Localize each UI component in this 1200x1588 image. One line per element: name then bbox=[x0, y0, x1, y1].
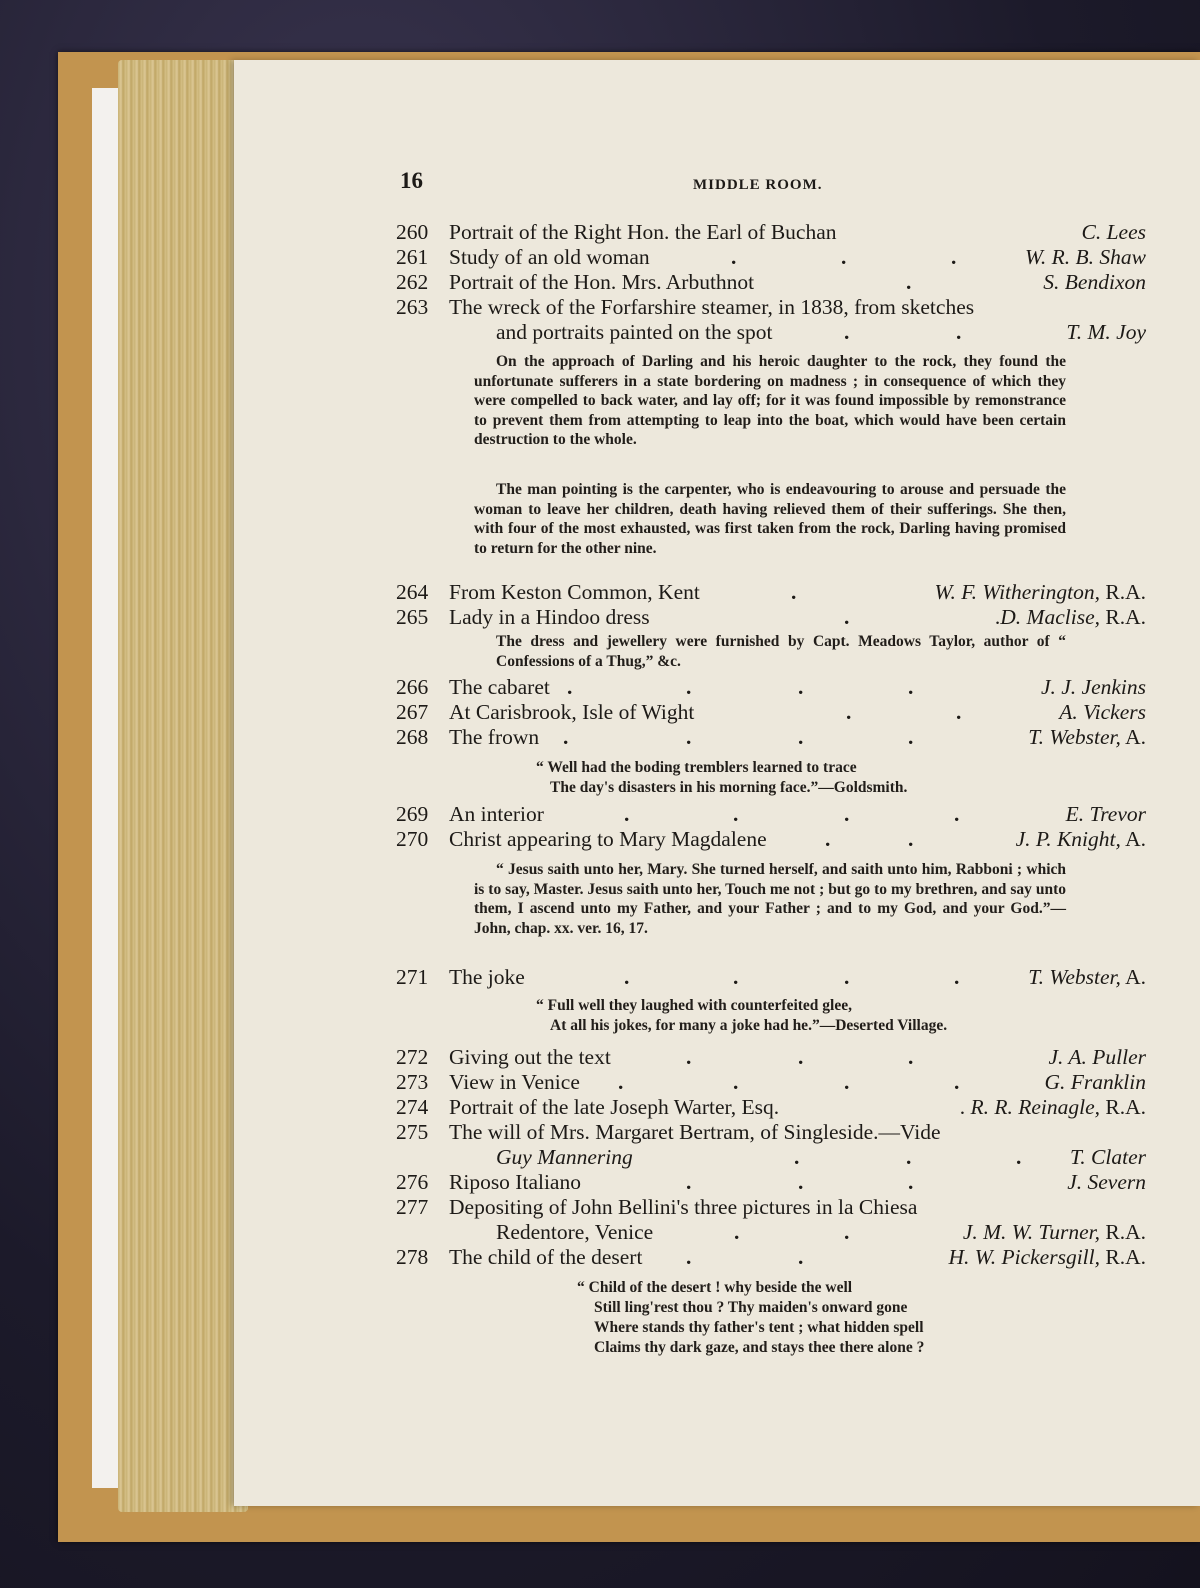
verse-quote: “ Well had the boding tremblers learned to trace The day's disasters in his morning face.”—Goldsmith. bbox=[536, 759, 908, 796]
leader-dot: . bbox=[798, 1170, 804, 1194]
entry-title: Portrait of the Right Hon. the Earl of Buchan bbox=[449, 220, 837, 244]
entry-artist: J. Severn bbox=[1067, 1170, 1146, 1194]
catalogue-entry-continued bbox=[396, 1220, 1146, 1245]
catalogue-entry bbox=[396, 580, 1146, 605]
leader-dot: . bbox=[798, 1245, 804, 1269]
verse-quote: “ Child of the desert ! why beside the well Still ling'rest thou ? Thy maiden's onward gone Where stands thy father's tent ; what hidden spell Claims thy dark gaze, and stays thee there alone ? bbox=[577, 1279, 925, 1356]
entry-artist: T. Clater bbox=[1069, 1145, 1146, 1169]
catalogue-entry bbox=[396, 675, 1146, 700]
entry-number: 277 bbox=[396, 1195, 429, 1219]
entry-number: 276 bbox=[396, 1170, 429, 1194]
leader-dot: . bbox=[844, 802, 850, 826]
entry-title: An interior bbox=[449, 802, 544, 826]
entry-artist: E. Trevor bbox=[1065, 802, 1146, 826]
verse-quote: “ Full well they laughed with counterfeited glee, At all his jokes, for many a joke had he.”—Deserted Village. bbox=[536, 997, 948, 1034]
entry-title: View in Venice bbox=[449, 1070, 580, 1094]
entry-title: Study of an old woman bbox=[449, 245, 650, 269]
catalogue-entry bbox=[396, 1095, 1146, 1120]
leader-dot: . bbox=[686, 725, 692, 749]
entry-number: 269 bbox=[396, 802, 429, 826]
leader-dot: . bbox=[618, 1070, 624, 1094]
entry-artist: J. J. Jenkins bbox=[1040, 675, 1146, 699]
leader-dot: . bbox=[908, 675, 914, 699]
leader-dot: . bbox=[908, 725, 914, 749]
catalogue-entry-continued bbox=[396, 320, 1146, 345]
entry-number: 266 bbox=[396, 675, 429, 699]
entry-title-continued: Guy Mannering bbox=[496, 1145, 633, 1169]
leader-dot: . bbox=[798, 1045, 804, 1069]
entry-artist: .D. Maclise, R.A. bbox=[994, 605, 1146, 629]
entry-artist: T. Webster, A. bbox=[1028, 965, 1146, 989]
entry-artist: C. Lees bbox=[1081, 220, 1146, 244]
leader-dot: . bbox=[844, 320, 850, 344]
page-edges bbox=[118, 60, 248, 1512]
leader-dot: . bbox=[956, 700, 962, 724]
leader-dot: . bbox=[686, 1045, 692, 1069]
leader-dot: . bbox=[844, 1070, 850, 1094]
leader-dot: . bbox=[906, 1145, 912, 1169]
catalogue-entry bbox=[396, 220, 1146, 245]
catalogue-entry bbox=[396, 1170, 1146, 1195]
entry-number: 263 bbox=[396, 295, 429, 319]
entry-title: The will of Mrs. Margaret Bertram, of Singleside.—Vide bbox=[449, 1120, 941, 1144]
entry-number: 274 bbox=[396, 1095, 429, 1119]
entry-number: 264 bbox=[396, 580, 429, 604]
leader-dot: . bbox=[798, 675, 804, 699]
leader-dot: . bbox=[906, 270, 912, 294]
entry-title: Riposo Italiano bbox=[449, 1170, 581, 1194]
leader-dot: . bbox=[794, 1145, 800, 1169]
entry-artist: . R. R. Reinagle, R.A. bbox=[959, 1095, 1146, 1119]
entry-number: 272 bbox=[396, 1045, 429, 1069]
entry-title: Giving out the text bbox=[449, 1045, 611, 1069]
entry-artist: A. Vickers bbox=[1059, 700, 1146, 724]
catalogue-entry bbox=[396, 270, 1146, 295]
entry-title: The joke bbox=[449, 965, 525, 989]
leader-dot: . bbox=[733, 965, 739, 989]
leader-dot: . bbox=[844, 605, 850, 629]
entry-artist: J. M. W. Turner, R.A. bbox=[962, 1220, 1146, 1244]
entry-title: Portrait of the Hon. Mrs. Arbuthnot bbox=[449, 270, 755, 294]
entry-number: 275 bbox=[396, 1120, 429, 1144]
leader-dot: . bbox=[908, 827, 914, 851]
entry-number: 271 bbox=[396, 965, 429, 989]
leader-dot: . bbox=[956, 320, 962, 344]
entry-artist: T. Webster, A. bbox=[1028, 725, 1146, 749]
leader-dot: . bbox=[563, 725, 569, 749]
leader-dot: . bbox=[798, 725, 804, 749]
catalogue-entry bbox=[396, 827, 1146, 852]
catalogue-entry bbox=[396, 1070, 1146, 1095]
catalogue-entry bbox=[396, 725, 1146, 750]
page-number: 16 bbox=[400, 168, 423, 193]
leader-dot: . bbox=[791, 580, 797, 604]
entry-note: The dress and jewellery were furnished by Capt. Meadows Taylor, author of “ Confessions of a Thug,” &c. bbox=[496, 633, 1066, 670]
entry-title: At Carisbrook, Isle of Wight bbox=[449, 700, 695, 724]
leader-dot: . bbox=[908, 1045, 914, 1069]
entry-title: Lady in a Hindoo dress bbox=[449, 605, 650, 629]
catalogue-entry bbox=[396, 1045, 1146, 1070]
running-head: MIDDLE ROOM. bbox=[693, 177, 823, 193]
catalogue-entry bbox=[396, 1120, 1146, 1145]
catalogue-entry bbox=[396, 295, 1146, 320]
entry-title: Christ appearing to Mary Magdalene bbox=[449, 827, 767, 851]
leader-dot: . bbox=[846, 700, 852, 724]
entry-artist: W. F. Witherington, R.A. bbox=[934, 580, 1146, 604]
entry-title: The cabaret bbox=[449, 675, 550, 699]
leader-dot: . bbox=[954, 802, 960, 826]
entry-title-continued: Redentore, Venice bbox=[496, 1220, 654, 1244]
leader-dot: . bbox=[686, 675, 692, 699]
leader-dot: . bbox=[1016, 1145, 1022, 1169]
catalogue-page bbox=[234, 60, 1200, 1506]
entry-number: 278 bbox=[396, 1245, 429, 1269]
entry-title: The frown bbox=[449, 725, 540, 749]
catalogue-entry bbox=[396, 605, 1146, 630]
leader-dot: . bbox=[567, 675, 573, 699]
entry-number: 265 bbox=[396, 605, 429, 629]
entry-number: 273 bbox=[396, 1070, 429, 1094]
entry-number: 267 bbox=[396, 700, 429, 724]
leader-dot: . bbox=[733, 1070, 739, 1094]
entry-title: Depositing of John Bellini's three pictures in la Chiesa bbox=[449, 1195, 918, 1219]
entry-number: 268 bbox=[396, 725, 429, 749]
entry-artist: S. Bendixon bbox=[1043, 270, 1146, 294]
entry-note: On the approach of Darling and his heroic daughter to the rock, they found the unfortunate sufferers in a state bordering on madness ; in consequence of which they were compelled to back water, and lay off; for it was found impossible by remonstrance to prevent them from attempting to leap into the boat, which would have been certain destruction to the whole. bbox=[474, 353, 1066, 448]
catalogue-entry bbox=[396, 1195, 1146, 1220]
entry-title-continued: and portraits painted on the spot bbox=[496, 320, 773, 344]
entry-title: The child of the desert bbox=[449, 1245, 643, 1269]
leader-dot: . bbox=[731, 245, 737, 269]
catalogue-entry-continued bbox=[396, 1145, 1146, 1170]
catalogue-entry bbox=[396, 802, 1146, 827]
leader-dot: . bbox=[951, 245, 957, 269]
leader-dot: . bbox=[686, 1170, 692, 1194]
catalogue-entry bbox=[396, 700, 1146, 725]
entry-artist: H. W. Pickersgill, R.A. bbox=[948, 1245, 1146, 1269]
leader-dot: . bbox=[733, 802, 739, 826]
catalogue-entry bbox=[396, 1245, 1146, 1270]
entry-artist: W. R. B. Shaw bbox=[1024, 245, 1146, 269]
leader-dot: . bbox=[624, 802, 630, 826]
entry-number: 270 bbox=[396, 827, 429, 851]
leader-dot: . bbox=[841, 245, 847, 269]
leader-dot: . bbox=[734, 1220, 740, 1244]
catalogue-entry bbox=[396, 965, 1146, 990]
leader-dot: . bbox=[908, 1170, 914, 1194]
entry-artist: J. A. Puller bbox=[1048, 1045, 1146, 1069]
leader-dot: . bbox=[844, 1220, 850, 1244]
entry-number: 261 bbox=[396, 245, 429, 269]
entry-note: “ Jesus saith unto her, Mary. She turned herself, and saith unto him, Rabboni ; which is to say, Master. Jesus saith unto her, Touch me not ; but go to my brethren, and say unto them, I ascend unto my Father, and your Father ; and to my God, and your God.”—John, chap. xx. ver. 16, 17. bbox=[474, 861, 1066, 937]
entry-number: 262 bbox=[396, 270, 429, 294]
leader-dot: . bbox=[624, 965, 630, 989]
leader-dot: . bbox=[825, 827, 831, 851]
entry-number: 260 bbox=[396, 220, 429, 244]
leader-dot: . bbox=[686, 1245, 692, 1269]
entry-artist: J. P. Knight, A. bbox=[1015, 827, 1146, 851]
leader-dot: . bbox=[844, 965, 850, 989]
entry-note: The man pointing is the carpenter, who is endeavouring to arouse and persuade the woman to leave her children, death having relieved them of their sufferings. She then, with four of the most exhausted, was first taken from the rock, Darling having promised to return for the other nine. bbox=[474, 481, 1066, 557]
entry-title: From Keston Common, Kent bbox=[449, 580, 700, 604]
entry-title: Portrait of the late Joseph Warter, Esq. bbox=[449, 1095, 780, 1119]
entry-artist: T. M. Joy bbox=[1066, 320, 1146, 344]
leader-dot: . bbox=[954, 965, 960, 989]
entry-title: The wreck of the Forfarshire steamer, in 1838, from sketches bbox=[449, 295, 975, 319]
catalogue-entry bbox=[396, 245, 1146, 270]
leader-dot: . bbox=[954, 1070, 960, 1094]
entry-artist: G. Franklin bbox=[1044, 1070, 1146, 1094]
